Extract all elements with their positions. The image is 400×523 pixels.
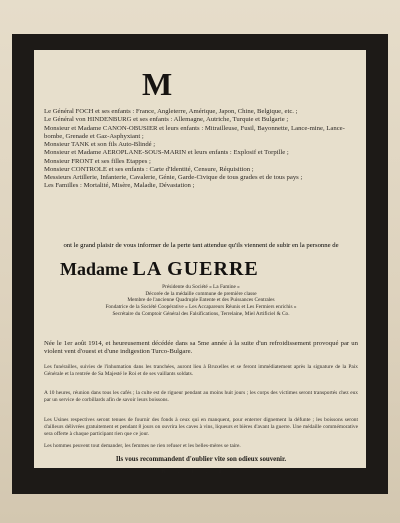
mourner-line: Monsieur et Madame AEROPLANE-SOUS-MARIN et leurs enfants : Explosif et Torpille ; (44, 149, 289, 157)
mourner-line: Les Familles : Mortalité, Misère, Maladie, Dévastation ; (44, 182, 195, 190)
title-line: Secrétaire du Comptoir Général des Falsifications, Terrelaine, Miel Artificiel & Co. (112, 310, 290, 317)
factories-paragraph: Les Usines respectives seront tenues de fournir des fonds à ceux qui en manquent, pour enterrer dignement la défunte ; les boissons seront d'ailleurs délivrées gratuitement et pendant 8 jours on ouvrira les caves à vins, liqueurs et bières d'avant la guerre. Une médaille commémorative sera offerte à chaque participant rien que ce jour. (44, 417, 358, 437)
funeral-paragraph: Les funérailles, suivies de l'inhumation dans les tranchées, auront lieu à Bruxelles et se feront immédiatement après la signature de la Paix Générale et la rentrée de Sa Majesté le Roi et de ses vaillants soldats. (44, 364, 358, 377)
title-line: Fondatrice de la Société Coopérative « Les Accapareurs Réunis et Les Fermiers enrichis » (105, 304, 297, 311)
mourner-line: Monsieur FRONT et ses filles Etappes ; (44, 157, 151, 165)
deceased-name (60, 258, 350, 280)
title-line: Présidente du Société « La Famine » (162, 284, 240, 290)
rip-line: R . I . P . (161, 468, 241, 475)
deceased-surname: LA GUERRE (132, 258, 259, 280)
mourner-line: Messieurs Artillerie, Infanterie, Cavalerie, Génie, Garde-Civique de tous grades et de tous pays ; (44, 174, 303, 181)
mourner-line: Monsieur TANK et son fils Auto-Blindé ; (44, 141, 156, 148)
heading-initial: M (142, 66, 173, 102)
meeting-paragraph: A 10 heures, réunion dans tous les cafés ; la culte est de rigueur pendant au moins huit jours ; les corps des victimes seront transportés chez eux par un service de corbillards afin de savoir leurs boissons. (44, 390, 358, 403)
deceased-titles (44, 284, 358, 318)
mourner-line: Monsieur et Madame CANON-OBUSIER et leurs enfants : Mitrailleuse, Fusil, Bayonnette, Lance-mine, Lance-bombe, Grenade et Gaz-Asphyxiant ; (44, 124, 345, 140)
mourner-line: Le Général von HINDENBURG et ses enfants : Allemagne, Autriche, Turquie et Bulgarie ; (44, 116, 289, 124)
announcement-intro: ont le grand plaisir de vous informer de la perte tant attendue qu'ils viennent de subir en la personne de (63, 242, 339, 249)
mourner-line: Monsieur CONTROLE et ses enfants : Carte d'Identité, Censure, Réquisition ; (44, 165, 254, 173)
mourners-list (44, 108, 358, 191)
deceased-title: Madame (60, 259, 128, 279)
recommendation-line: Ils vous recommandent d'oublier vite son odieux souvenir. (115, 456, 287, 463)
closing-paragraph: Les hommes peuvent tout demander, les femmes ne rien refuser et les belles-mères se taire. (44, 443, 241, 449)
death-notice: Née le 1er août 1914, et heureusement décédée dans sa 5me année à la suite d'un refroidissement provoqué par un violent vent d'ouest et d'une indigestion Turco-Bulgare. (44, 340, 358, 356)
mourner-line: Le Général FOCH et ses enfants : France, Angleterre, Amérique, Japon, Chine, Belgique, etc. ; (44, 108, 298, 115)
title-line: Décorée de la médaille commune de première classe (145, 290, 257, 297)
title-line: Membre de l'ancienne Quadruple Entente et des Puissances Centrales (127, 297, 275, 304)
